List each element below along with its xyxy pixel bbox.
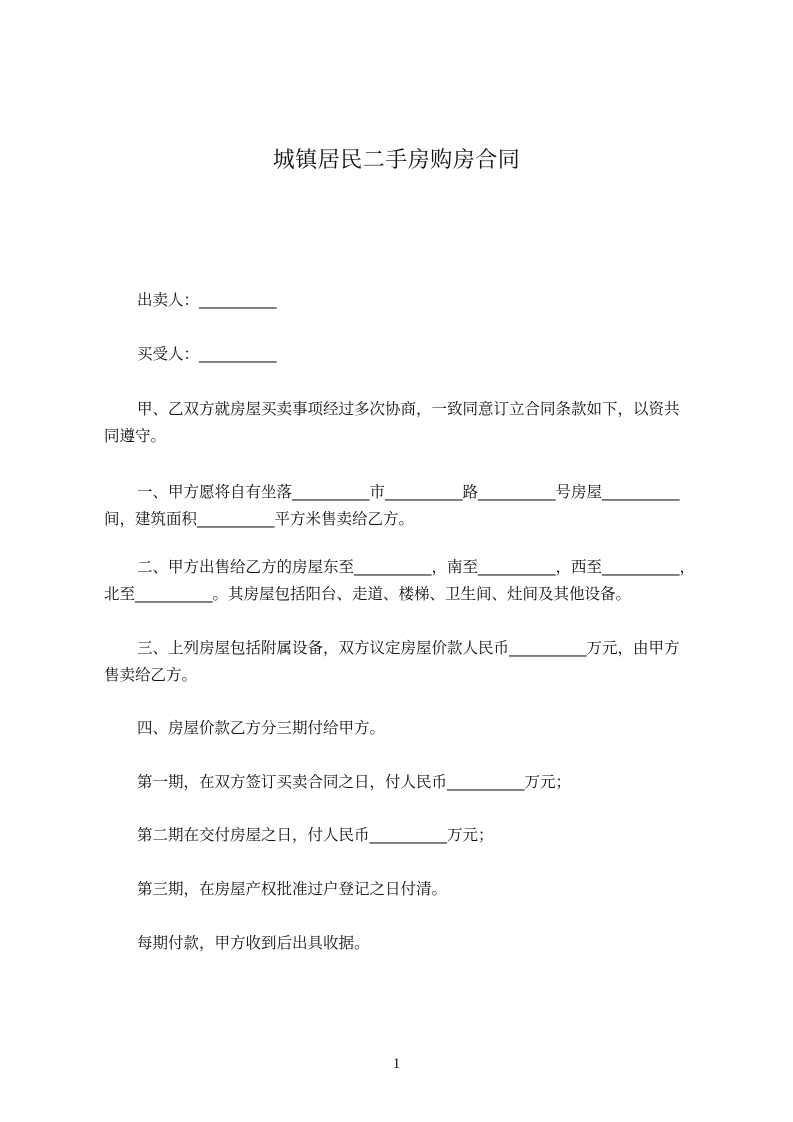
preamble-line-2: 同遵守。: [104, 427, 167, 445]
clause-1-line-1: 一、甲方愿将自有坐落__________市__________路__________号房屋__________: [137, 483, 680, 501]
clause-2-line-2: 北至__________。其房屋包括阳台、走道、楼梯、卫生间、灶间及其他设备。: [104, 585, 632, 603]
page-number: 1: [392, 1056, 401, 1072]
buyer-line: 买受人：__________: [137, 345, 277, 363]
payment-phase-2: 第二期在交付房屋之日，付人民币__________万元；: [137, 826, 494, 844]
document-title: 城镇居民二手房购房合同: [272, 148, 521, 173]
clause-3-line-2: 售卖给乙方。: [104, 666, 198, 684]
clause-3-line-1: 三、上列房屋包括附属设备，双方议定房屋价款人民币__________万元，由甲方: [137, 639, 680, 657]
clause-2-line-1: 二、甲方出售给乙方的房屋东至__________，南至__________，西至__________，: [137, 558, 696, 576]
clause-4: 四、房屋价款乙方分三期付给甲方。: [137, 719, 386, 737]
seller-line: 出卖人：__________: [137, 291, 277, 309]
receipt-note: 每期付款，甲方收到后出具收据。: [137, 934, 370, 952]
clause-1-line-2: 间，建筑面积__________平方米售卖给乙方。: [104, 510, 415, 528]
preamble-line-1: 甲、乙双方就房屋买卖事项经过多次协商，一致同意订立合同条款如下，以资共: [137, 400, 680, 418]
payment-phase-1: 第一期，在双方签订买卖合同之日，付人民币__________万元；: [137, 773, 572, 791]
payment-phase-3: 第三期，在房屋产权批准过户登记之日付清。: [137, 880, 448, 898]
